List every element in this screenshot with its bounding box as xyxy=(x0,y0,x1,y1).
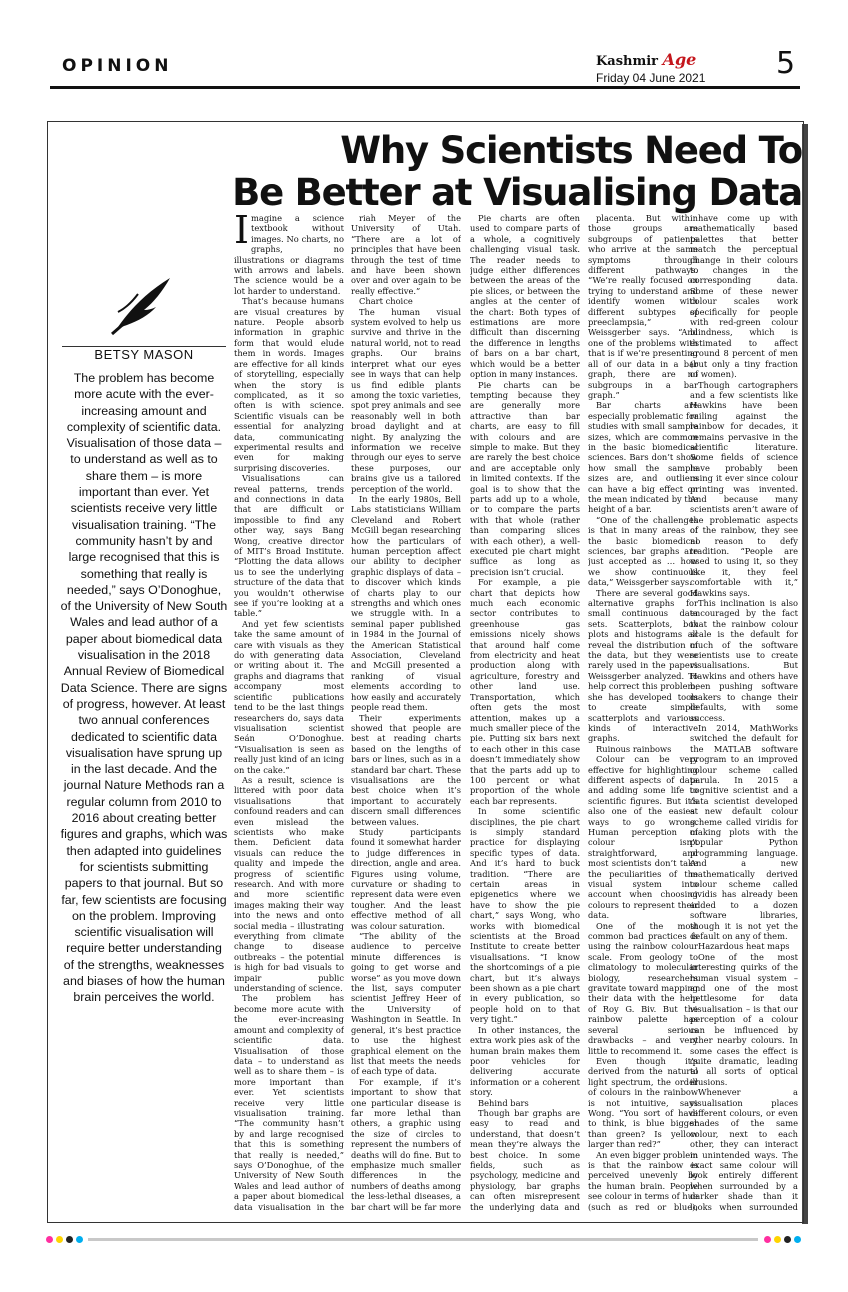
registration-dot xyxy=(764,1236,771,1243)
paper-name-age: Age xyxy=(662,50,697,69)
registration-dot xyxy=(76,1236,83,1243)
paper-name-kashmir: Kashmir xyxy=(596,54,659,69)
article-paragraph: For example, if it’s important to show that one particular disease is far more lethal than others, a graphic using the size of circles to represent the numbers of deaths will do fine. But to emphasize much smaller differences in the numbers of deaths among the less-lethal diseases, a bar chart will be far more xyxy=(351,1076,461,1212)
article-column-5 xyxy=(690,213,798,1213)
section-subhead: Hazardous heat maps xyxy=(698,941,790,952)
article-column-4 xyxy=(588,213,698,1213)
article-paragraph: In 2014, MathWorks switched the default for the MATLAB software program to an improved colour scheme called parula. In 2015 a cognitive scientist and a data scientist developed a new default colour scheme called viridis for making plots with the popular Python programming language. And a new mathematically derived colour scheme called cividis has already been added to a dozen software libraries, though it is not yet the default on any of them. xyxy=(690,722,798,942)
article-paragraph: “The ability of the audience to perceive minute differences is going to get worse and worse” as you move down the list, says computer scientist Jeffrey Heer of the University of Washington in Seattle. In general, it’s best practice to use the highest graphical element on the list that meets the needs of each type of data. xyxy=(351,931,461,1077)
article-paragraph: riah Meyer of the University of Utah. “There are a lot of principles that have been through the test of time and have been shown over and over again to be really effective.” xyxy=(351,213,461,296)
article-paragraph: In some scientific disciplines, the pie chart is simply standard practice for displaying specific types of data. And it’s hard to buck tradition. “There are certain areas in epigenetics where we have to show the pie chart,” says Wong, who works with biomedical scientists at the Broad Institute to create better visualisations. “I know the shortcomings of a pie chart, but it’s always been shown as a pie chart in every publication, so people hold on to that very tight.” xyxy=(470,806,580,1025)
masthead xyxy=(596,50,746,85)
article-paragraph: placenta. But within those groups are subgroups of patients who arrive at the same symptoms through different pathways. “We’re really focused on trying to understand and identify women with different subtypes of preeclampsia,” Weissgerber says. “And one of the problems with that is if we’re presenting all of our data in a bar graph, there are no subgroups in a bar graph.” xyxy=(588,213,698,400)
pull-quote: The problem has become more acute with the ever-increasing amount and complexity of scientific data. Visualisation of those data – to understand as well as to share them – is more important than ever. Yet scientists receive very little visualisation training. “The community hasn’t by and large recognised that this is something that really is needed,” says O’Donoghue, of the University of New South Wales and lead author of a paper about biomedical data visualisation in the 2018 Annual Review of Biomedical Data Science. There are signs of progress, however. At least two annual conferences dedicated to scientific data visualisation have sprung up in the last decade. And the journal Nature Methods ran a regular column from 2010 to 2016 about creating better figures and graphs, which was then adapted into guidelines for scientists submitting papers to that journal. But so far, few scientists are focusing on the problem. Improving scientific visualisation will require better understanding of the strengths, weaknesses and biases of how the human brain perceives the world. xyxy=(60,371,228,1005)
article-paragraph: The human visual system evolved to help us survive and thrive in the natural world, not to read graphs. Our brains interpret what our eyes see in ways that can help us find edible plants among the toxic varieties, spot prey animals and see reasonably well in both broad daylight and at night. By analyzing the information we receive through our eyes to serve these purposes, our brains give us a tailored perception of the world. xyxy=(351,306,461,494)
registration-bar xyxy=(88,1238,758,1241)
headline-line-1: Why Scientists Need To xyxy=(340,129,802,172)
article-paragraph: One of the most common bad practices is using the rainbow colour scale. From geology to climatology to molecular biology, researchers gravitate toward mapping their data with the help of Roy G. Biv. But the rainbow palette has several serious drawbacks – and very little to recommend it. xyxy=(588,920,698,1056)
article-paragraph: As a result, science is littered with poor data visualisations that confound readers and can even mislead the scientists who make them. Deficient data visuals can reduce the quality and impede the progress of scientific research. And with more and more scientific images making their way into the news and onto social media – illustrating everything from climate change to disease outbreaks – the potential is high for bad visuals to impair public understanding of science. xyxy=(234,774,344,994)
article-paragraph: Though cartographers and a few scientists like Hawkins have been railing against the rainbow for decades, it remains pervasive in the scientific literature. Some fields of science have probably been using it ever since colour printing was invented. And because many scientists aren’t aware of the problematic aspects of the rainbow, they see no reason to defy tradition. “People are used to using it, so they like it, they feel comfortable with it,” Hawkins says. xyxy=(690,379,798,598)
registration-dot xyxy=(784,1236,791,1243)
article-paragraph: One of the most interesting quirks of the human visual system – and one of the most nettlesome for data visualisation – is that our perception of a colour can be influenced by other nearby colours. In some cases the effect is quite dramatic, leading to all sorts of optical illusions. xyxy=(690,951,798,1087)
quill-icon xyxy=(108,272,178,338)
article-paragraph: An even bigger problem is that the rainbow is perceived unevenly by the human brain. People see colour in terms of hue (such as red or blue), xyxy=(588,1149,698,1212)
section-subhead: Chart choice xyxy=(359,296,413,307)
article-paragraph: Pie charts are often used to compare parts of a whole, a cognitively challenging visual task. The reader needs to judge either differences between the areas of the pie slices, or between the angles at the center of the chart: Both types of estimations are more difficult than discerning the difference in lengths of bars on a bar chart, which would be a better option in many instances. xyxy=(470,213,580,380)
article-column-3 xyxy=(470,213,580,1213)
issue-date: Friday 04 June 2021 xyxy=(596,71,706,85)
article-paragraph: Pie charts can be tempting because they are generally more attractive than bar charts, are easy to fill with colours and are simple to make. But they are rarely the best choice and are acceptable only in limited contexts. If the goal is to show that the parts add up to a whole, or to compare the parts with that whole (rather than comparing slices with each other), a well-executed pie chart might suffice as long as precision isn’t crucial. xyxy=(470,379,580,577)
section-subhead: Behind bars xyxy=(478,1097,529,1108)
article-paragraph: Study participants found it somewhat harder to judge differences in direction, angle and area. Figures using volume, curvature or shading to represent data were even tougher. And the least effective method of all was colour saturation. xyxy=(351,826,461,931)
article-paragraph: Though bar graphs are easy to read and understand, that doesn’t mean they’re always the best choice. In some fields, such as psychology, medicine and physiology, bar graphs can often misrepresent the underlying data and xyxy=(470,1107,580,1212)
registration-dot xyxy=(774,1236,781,1243)
article-paragraph: That’s because humans are visual creatures by nature. People absorb information in graphic form that would elude them in words. Images are effective for all kinds of storytelling, especially when the story is complicated, as it so often is with science. Scientific visuals can be essential for analyzing data, communicating experimental results and even for making surprising discoveries. xyxy=(234,296,344,473)
article-paragraph: “One of the challenges is that in many areas of the basic biomedical sciences, bar graphs are just accepted as … how we show continuous data,” Weissgerber says. xyxy=(588,514,698,588)
article-paragraph: And yet few scientists take the same amount of care with visuals as they do with generating data or writing about it. The graphs and diagrams that accompany most scientific publications tend to be the last things researchers do, says data visualisation scientist Seán O’Donoghue. “Visualisation is seen as really just kind of an icing on the cake.” xyxy=(234,618,344,775)
registration-dot xyxy=(794,1236,801,1243)
article-paragraph: Visualisations can reveal patterns, trends and connections in data that are difficult or impossible to find any other way, says Bang Wong, creative director of MIT’s Broad Institute. “Plotting the data allows us to see the underlying structure of the data that you wouldn’t otherwise see if you’re looking at a table.” xyxy=(234,473,344,619)
article-paragraph: have come up with mathematically based palettes that better match the perceptual change in their colours to changes in the corresponding data. Some of these newer colour scales work specifically for people with red-green colour blindness, which is estimated to affect around 8 percent of men (but only a tiny fraction of women). xyxy=(690,213,798,380)
article-paragraph: Their experiments showed that people are best at reading charts based on the lengths of bars or lines, such as in a standard bar chart. These visualisations are the best choice when it’s important to accurately discern small differences between values. xyxy=(351,712,461,827)
article-paragraph: This inclination is also encouraged by the fact that the rainbow colour scale is the default for much of the software scientists use to create visualisations. But Hawkins and others have been pushing software makers to change their defaults, with some success. xyxy=(690,598,798,723)
headline xyxy=(210,130,802,214)
article-column-2 xyxy=(351,213,461,1213)
article-paragraph: There are several good alternative graphs for small continuous data sets. Scatterplots, box plots and histograms all reveal the distribution of the data, but they were rarely used in the papers Weissgerber analyzed. To help correct this problem, she has developed tools to create simple scatterplots and various kinds of interactive graphs. xyxy=(588,587,698,744)
article-column-1 xyxy=(234,213,344,1213)
article-paragraph xyxy=(234,213,344,296)
headline-line-2: Be Better at Visualising Data xyxy=(232,171,802,214)
section-label: OPINION xyxy=(62,56,173,76)
page-number: 5 xyxy=(776,46,796,81)
article-paragraph: Whenever a visualisation places different colours, or even shades of the same colour, next to each other, they can interact in unintended ways. The exact same colour will look entirely different when surrounded by a darker shade than it looks when surrounded xyxy=(690,1087,798,1212)
article-paragraph: In other instances, the extra work pies ask of the human brain makes them poor vehicles for delivering accurate information or a coherent story. xyxy=(470,1024,580,1098)
first-paragraph-text: magine a science textbook without images. No charts, no graphs, no illustrations or diagrams with arrows and labels. The science would be a lot harder to understand. xyxy=(234,213,344,296)
drop-cap: I xyxy=(234,213,250,252)
registration-strip xyxy=(46,1236,802,1244)
author-byline: BETSY MASON xyxy=(94,347,194,362)
registration-dot xyxy=(46,1236,53,1243)
article-paragraph: Even though it’s derived from the natural light spectrum, the order of colours in the rainbow is not intuitive, says Wong. “You sort of have to think, is blue bigger than green? Is yellow larger than red?” xyxy=(588,1055,698,1150)
header-rule xyxy=(50,86,800,89)
article-paragraph: The problem has become more acute with the ever-increasing amount and complexity of scientific data. Visualisation of those data – to understand as well as to share them – is more important than ever. Yet scientists receive very little visualisation training. “The community hasn’t by and large recognised that this is something that really is needed,” says O’Donoghue, of the University of New South Wales and lead author of a paper about biomedical data visualisation in the xyxy=(234,993,344,1212)
section-subhead: Ruinous rainbows xyxy=(596,743,672,754)
article-paragraph: In the early 1980s, Bell Labs statisticians William Cleveland and Robert McGill began researching how the particulars of human perception affect our ability to decipher graphic displays of data – to discover which kinds of charts play to our strengths and which ones we struggle with. In a seminal paper published in 1984 in the Journal of the American Statistical Association, Cleveland and McGill presented a ranking of visual elements according to how easily and accurately people read them. xyxy=(351,493,461,713)
registration-dot xyxy=(56,1236,63,1243)
registration-dot xyxy=(66,1236,73,1243)
article-paragraph: Colour can be very effective for highlighting different aspects of data and adding some life to scientific figures. But it’s also one of the easiest ways to go wrong. Human perception of colour isn’t straightforward, and most scientists don’t take the peculiarities of the visual system into account when choosing colours to represent their data. xyxy=(588,754,698,921)
paper-logo xyxy=(596,50,746,69)
article-paragraph: Bar charts are especially problematic for studies with small sample sizes, which are common in the basic biomedical sciences. Bars don’t show how small the sample sizes are, and outliers can have a big effect on the mean indicated by the height of a bar. xyxy=(588,400,698,515)
article-paragraph: For example, a pie chart that depicts how much each economic sector contributes to greenhouse gas emissions nicely shows that around half come from electricity and heat production along with agriculture, forestry and other land use. Transportation, which often gets the most attention, makes up a much smaller piece of the pie. Putting six bars next to each other in this case doesn’t immediately show that the parts add up to 100 percent or what proportion of the whole each bar represents. xyxy=(470,577,580,806)
